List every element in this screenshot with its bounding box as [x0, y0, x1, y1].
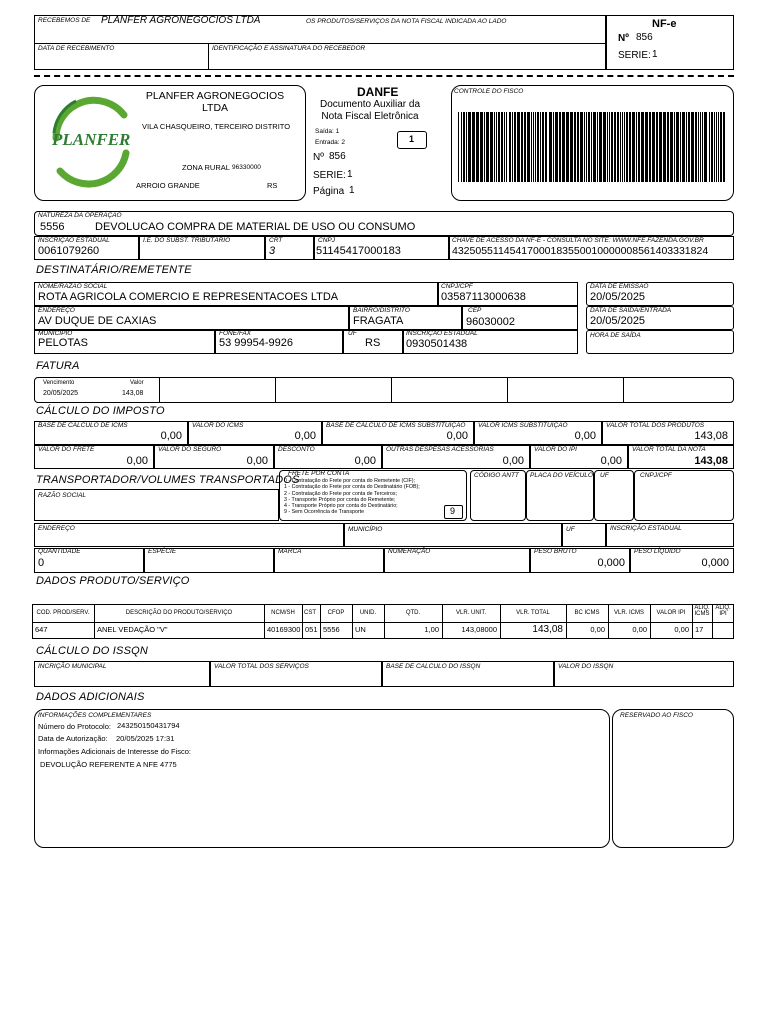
produtos-cell-1-3: 40169300: [267, 625, 301, 634]
emitente-cep: 96330000: [232, 164, 261, 171]
transp-antt-label: CÓDIGO ANTT: [474, 472, 519, 479]
barcode-bar: [714, 112, 715, 182]
produtos-header-8: VLR. UNIT.: [455, 610, 486, 616]
frete-option-2: 2 - Contratação do Frete por conta de Terceiros;: [284, 490, 397, 497]
imposto2-label-4: OUTRAS DESPESAS ACESSÓRIAS: [386, 446, 494, 453]
imposto-label-4: VALOR ICMS SUBSTITUIÇÃO: [478, 422, 568, 429]
cnpj-value: 51145417000183: [316, 245, 401, 257]
barcode-bar: [674, 112, 675, 182]
dest-emissao-label: DATA DE EMISSÃO: [590, 283, 649, 290]
barcode-bar: [718, 112, 719, 182]
produtos-cell-1-1: 647: [35, 625, 48, 634]
devolucao-text: DEVOLUÇÃO REFERENTE A NFE 4775: [40, 760, 177, 769]
dest-municipio-label: MUNICÍPIO: [38, 330, 73, 337]
produtos-header-6: UNID.: [359, 610, 377, 616]
transp-peso-bruto-value: 0,000: [597, 557, 625, 569]
fatura-valor-label: Valor: [130, 380, 144, 386]
barcode-bar: [484, 112, 485, 182]
issqn-label-3: BASE DE CALCULO DO ISSQN: [386, 663, 481, 670]
imposto-value-1: 0,00: [160, 430, 182, 442]
transp-marca-label: MARCA: [278, 548, 302, 555]
barcode-bar: [622, 112, 623, 182]
canhoto-statement: OS PRODUTOS/SERVIÇOS DA NOTA FISCAL INDICADA AO LADO: [306, 18, 507, 25]
dest-cnpj-value: 03587113000638: [441, 291, 526, 303]
fatura-div-1: [159, 377, 160, 403]
barcode-bar: [686, 112, 687, 182]
produtos-header-4: CST: [304, 610, 316, 616]
barcode-bar: [466, 112, 467, 182]
barcode-bar: [624, 112, 625, 182]
imposto-label-3: BASE DE CÁLCULO DE ICMS SUBSTITUIÇÃO: [326, 422, 466, 429]
barcode-bar: [607, 112, 608, 182]
produtos-cell-1-9: 143,08: [532, 624, 563, 635]
barcode-bar: [649, 112, 651, 182]
dest-uf-value: RS: [365, 337, 381, 349]
imposto-label-2: VALOR DO ICMS: [192, 422, 244, 429]
barcode-bar: [704, 112, 707, 182]
barcode-bar: [593, 112, 596, 182]
transp-qtd-value: 0: [38, 557, 45, 569]
imposto2-value-1: 0,00: [126, 455, 148, 467]
recebemos-label: RECEBEMOS DE: [38, 17, 91, 24]
transp-peso-liquido-value: 0,000: [701, 557, 729, 569]
produtos-header-13: ALIQ. ICMS: [694, 605, 710, 618]
fatura-div-3: [391, 377, 392, 403]
barcode-bar: [514, 112, 516, 182]
emitente-address: VILA CHASQUEIRO, TERCEIRO DISTRITO: [142, 122, 291, 131]
produtos-header-divider: [32, 622, 734, 623]
barcode-bar: [700, 112, 701, 182]
barcode-bar: [458, 112, 459, 182]
barcode-bar: [614, 112, 616, 182]
dest-bairro-value: FRAGATA: [353, 315, 404, 327]
protocolo-value: 243250150431794: [117, 721, 180, 730]
barcode-bar: [659, 112, 662, 182]
barcode-bar: [617, 112, 619, 182]
chave-value: 43250551145417000183550010000008561403331824: [452, 245, 709, 257]
danfe-tipo: 1: [409, 134, 415, 144]
barcode-bar: [496, 112, 497, 182]
fatura-vencimento: 20/05/2025: [43, 390, 79, 397]
barcode-bar: [629, 112, 631, 182]
barcode-bar: [574, 112, 576, 182]
canhoto-vdivider: [208, 43, 209, 70]
dest-uf-label: UF: [348, 330, 357, 337]
protocolo-label: Número do Protocolo:: [38, 722, 111, 731]
produtos-header-3: NCM/SH: [271, 610, 295, 616]
barcode-bar: [490, 112, 493, 182]
dest-hora-label: HORA DE SAÍDA: [590, 332, 641, 339]
dest-municipio-value: PELOTAS: [38, 337, 88, 349]
barcode-bar: [540, 112, 541, 182]
produtos-header-2: DESCRIÇÃO DO PRODUTO/SERVIÇO: [125, 610, 233, 616]
barcode-bar: [498, 112, 500, 182]
barcode-bar: [494, 112, 495, 182]
barcode-bar: [709, 112, 710, 182]
barcode-bar: [620, 112, 621, 182]
barcode-bar: [667, 112, 669, 182]
canhoto-serie: 1: [652, 49, 658, 60]
transp-frete-label: FRETE POR CONTA: [288, 470, 350, 477]
transp-peso-bruto-label: PESO BRUTO: [534, 548, 577, 555]
barcode-bar: [691, 112, 694, 182]
fatura-div-5: [623, 377, 624, 403]
barcode-bar: [702, 112, 703, 182]
produtos-cell-1-10: 0,00: [590, 625, 605, 634]
barcode-bar: [632, 112, 635, 182]
barcode-bar: [531, 112, 532, 182]
emitente-city: ARROIO GRANDE: [136, 181, 200, 190]
barcode-bar: [501, 112, 503, 182]
barcode-bar: [588, 112, 590, 182]
dest-cnpj-label: CNPJ/CPF: [441, 283, 473, 290]
imposto2-value-6: 143,08: [694, 455, 728, 467]
canhoto-serie-label: SERIE:: [618, 50, 651, 61]
transp-peso-liquido-label: PESO LÍQUIDO: [634, 548, 681, 555]
transp-municipio-label: MUNICÍPIO: [348, 526, 383, 533]
transp-uf-label: UF: [600, 472, 609, 479]
barcode-bar: [609, 112, 610, 182]
assinatura-label: IDENTIFICAÇÃO E ASSINATURA DO RECEBEDOR: [212, 45, 366, 52]
barcode-bar: [549, 112, 552, 182]
barcode-bar: [577, 112, 579, 182]
barcode-bar: [524, 112, 526, 182]
natureza-value: DEVOLUCAO COMPRA DE MATERIAL DE USO OU CONSUMO: [95, 221, 416, 233]
transp-uf2-label: UF: [566, 526, 575, 533]
dest-bairro-label: BAIRRO/DISTRITO: [353, 307, 410, 314]
imposto-label-1: BASE DE CÁLCULO DE ICMS: [38, 422, 128, 429]
data-recebimento-label: DATA DE RECEBIMENTO: [38, 45, 115, 52]
barcode-bar: [559, 112, 561, 182]
dest-fone-value: 53 99954-9926: [219, 337, 294, 349]
barcode-bar: [517, 112, 520, 182]
reservado-fisco-box: [612, 709, 734, 848]
danfe-subtitle-2: Nota Fiscal Eletrônica: [321, 111, 419, 122]
transp-frete-value: 9: [450, 506, 456, 516]
imposto2-label-6: VALOR TOTAL DA NOTA: [632, 446, 706, 453]
imposto2-label-1: VALOR DO FRETE: [38, 446, 95, 453]
produtos-cell-1-8: 143,08000: [461, 625, 497, 634]
barcode-bar: [626, 112, 628, 182]
barcode-bar: [509, 112, 511, 182]
barcode-bar: [586, 112, 587, 182]
barcode-bar: [676, 112, 679, 182]
fatura-div-2: [275, 377, 276, 403]
frete-option-5: 9 - Sem Ocorrência de Transporte: [284, 509, 365, 516]
barcode-bar: [555, 112, 558, 182]
barcode-bar: [566, 112, 569, 182]
barcode-bar: [480, 112, 483, 182]
canhoto-nfe-title: NF-e: [652, 18, 677, 30]
barcode-bar: [461, 112, 462, 182]
imposto-value-2: 0,00: [294, 430, 316, 442]
imposto-value-4: 0,00: [574, 430, 596, 442]
transp-especie-label: ESPÉCIE: [148, 548, 177, 555]
barcode-bar: [611, 112, 613, 182]
produtos-cell-1-6: UN: [355, 625, 366, 634]
imposto2-label-2: VALOR DO SEGURO: [158, 446, 222, 453]
fatura-venc-label: Vencimento: [43, 380, 75, 386]
barcode-bar: [656, 112, 658, 182]
emitente-zona: ZONA RURAL: [182, 163, 230, 172]
cut-line: [34, 75, 734, 77]
imposto2-value-2: 0,00: [246, 455, 268, 467]
danfe-numero: 856: [329, 151, 346, 162]
fatura-valor: 143,08: [122, 390, 144, 397]
barcode-bar: [472, 112, 475, 182]
emitente-name: PLANFER AGRONEGOCIOS LTDA: [145, 90, 285, 115]
imposto2-value-5: 0,00: [600, 455, 622, 467]
barcode-bar: [682, 112, 685, 182]
fatura-section: FATURA: [36, 360, 80, 372]
frete-option-0: 0 - Contratação do Frete por conta do Remetente (CIF);: [284, 478, 416, 484]
dest-cep-label: CEP: [468, 307, 482, 314]
info-complementares-label: INFORMAÇÕES COMPLEMENTARES: [38, 712, 152, 719]
barcode-bar: [553, 112, 554, 182]
produtos-cell-1-12: 0,00: [674, 625, 689, 634]
canhoto-company: PLANFER AGRONEGOCIOS LTDA: [101, 15, 261, 26]
transp-endereco-label: ENDEREÇO: [38, 525, 75, 532]
dest-endereco-label: ENDEREÇO: [38, 307, 75, 314]
imposto2-label-3: DESCONTO: [278, 446, 315, 453]
transp-numeracao-label: NUMERAÇÃO: [388, 548, 431, 555]
danfe-entrada: Entrada: 2: [315, 139, 345, 146]
barcode-bar: [504, 112, 505, 182]
transp-frete-options: [284, 478, 444, 516]
issqn-label-4: VALOR DO ISSQN: [558, 663, 614, 670]
barcode-bar: [698, 112, 699, 182]
dest-emissao-value: 20/05/2025: [590, 291, 646, 303]
transp-qtd-label: QUANTIDADE: [38, 548, 81, 555]
barcode-bar: [652, 112, 655, 182]
barcode-bar: [506, 112, 507, 182]
danfe-pagina: 1: [349, 185, 355, 196]
produtos-header-9: VLR. TOTAL: [516, 610, 550, 616]
imposto-label-5: VALOR TOTAL DOS PRODUTOS: [606, 422, 705, 429]
barcode-bar: [716, 112, 717, 182]
ie-value: 0061079260: [38, 245, 100, 257]
dest-saida-value: 20/05/2025: [590, 315, 646, 327]
crt-value: 3: [269, 245, 276, 257]
produtos-cell-1-7: 1,00: [424, 625, 439, 634]
barcode-bar: [663, 112, 666, 182]
frete-option-3: 3 - Transporte Próprio por conta do Remetente;: [284, 496, 396, 503]
barcode: [458, 112, 728, 182]
barcode-bar: [463, 112, 465, 182]
produtos-section: DADOS PRODUTO/SERVIÇO: [36, 575, 190, 587]
danfe-subtitle-1: Documento Auxiliar da: [319, 99, 421, 110]
danfe-saida: Saída: 1: [315, 128, 340, 135]
barcode-bar: [468, 112, 471, 182]
imposto-section: CÁLCULO DO IMPOSTO: [36, 405, 165, 417]
imposto-value-5: 143,08: [694, 430, 728, 442]
ie-label: INSCRIÇÃO ESTADUAL: [38, 237, 110, 244]
chave-label: CHAVE DE ACESSO DA NF-E - CONSULTA NO SITE: WWW.NFE.FAZENDA.GOV.BR: [452, 237, 704, 244]
issqn-label-2: VALOR TOTAL DOS SERVIÇOS: [214, 663, 309, 670]
danfe-pagina-label: Página: [313, 186, 345, 197]
info-fisco-label: Informações Adicionais de Interesse do Fisco:: [38, 747, 191, 756]
produtos-header-12: VALOR IPI: [656, 610, 686, 616]
barcode-bar: [695, 112, 697, 182]
autorizacao-value: 20/05/2025 17:31: [116, 734, 175, 743]
produtos-cell-1-11: 0,00: [632, 625, 647, 634]
barcode-bar: [591, 112, 592, 182]
ie-st-label: I.E. DO SUBST. TRIBUTÁRIO: [143, 237, 231, 244]
barcode-bar: [512, 112, 513, 182]
barcode-bar: [537, 112, 539, 182]
dest-nome-value: ROTA AGRICOLA COMERCIO E REPRESENTACOES LTDA: [38, 291, 339, 303]
produtos-cell-1-5: 5556: [323, 625, 340, 634]
barcode-bar: [570, 112, 573, 182]
canhoto-numero-label: Nº: [618, 33, 629, 44]
canhoto-numero: 856: [636, 32, 653, 43]
dest-saida-label: DATA DE SAÍDA/ENTRADA: [590, 307, 672, 314]
barcode-bar: [638, 112, 640, 182]
barcode-bar: [486, 112, 489, 182]
produtos-header-14: ALIQ. IPI: [715, 605, 731, 618]
transp-ie-label: INSCRIÇÃO ESTADUAL: [610, 525, 682, 532]
barcode-bar: [580, 112, 583, 182]
imposto2-value-4: 0,00: [502, 455, 524, 467]
planfer-logo-text: PLANFER: [52, 130, 131, 149]
produtos-header-10: BC ICMS: [574, 610, 600, 616]
danfe-serie: 1: [347, 169, 353, 180]
imposto-value-3: 0,00: [446, 430, 468, 442]
barcode-bar: [476, 112, 479, 182]
barcode-bar: [680, 112, 681, 182]
barcode-bar: [670, 112, 673, 182]
destinatario-section: DESTINATÁRIO/REMETENTE: [36, 264, 192, 276]
produtos-header-11: VLR. ICMS: [613, 610, 644, 616]
barcode-bar: [636, 112, 637, 182]
danfe-serie-label: SERIE:: [313, 170, 346, 181]
barcode-bar: [711, 112, 713, 182]
produtos-cell-1-4: 051: [305, 625, 318, 634]
natureza-cfop: 5556: [40, 221, 65, 233]
barcode-bar: [597, 112, 598, 182]
barcode-bar: [545, 112, 547, 182]
issqn-section: CÁLCULO DO ISSQN: [36, 645, 149, 657]
dest-fone-label: FONE/FAX: [219, 330, 252, 337]
barcode-bar: [641, 112, 644, 182]
barcode-bar: [720, 112, 722, 182]
dest-ie-value: 0930501438: [406, 338, 468, 350]
issqn-label-1: INCRIÇÃO MUNICIPAL: [38, 663, 107, 670]
imposto2-value-3: 0,00: [354, 455, 376, 467]
barcode-bar: [603, 112, 606, 182]
barcode-bar: [562, 112, 565, 182]
fatura-div-4: [507, 377, 508, 403]
barcode-bar: [584, 112, 585, 182]
autorizacao-label: Data de Autorização:: [38, 734, 108, 743]
dest-cep-value: 96030002: [466, 316, 515, 328]
transp-cnpj-label: CNPJ/CPF: [640, 472, 672, 479]
danfe-title: DANFE: [357, 85, 399, 99]
natureza-label: NATUREZA DA OPERAÇÃO: [38, 212, 122, 219]
barcode-bar: [645, 112, 648, 182]
produtos-cell-1-13: 17: [695, 625, 704, 634]
barcode-bar: [599, 112, 602, 182]
barcode-bar: [535, 112, 536, 182]
cnpj-label: CNPJ: [318, 237, 335, 244]
frete-option-4: 4 - Transporte Próprio por conta do Destinatário;: [284, 503, 398, 510]
controle-fisco-label: CONTROLE DO FISCO: [454, 88, 524, 95]
reservado-fisco-label: RESERVADO AO FISCO: [620, 712, 693, 719]
imposto2-label-5: VALOR DO IPI: [534, 446, 577, 453]
transp-placa-label: PLACA DO VEÍCULO: [530, 472, 593, 479]
barcode-bar: [542, 112, 544, 182]
transportador-section: TRANSPORTADOR/VOLUMES TRANSPORTADOS: [36, 474, 300, 486]
emitente-uf: RS: [267, 181, 278, 190]
barcode-bar: [723, 112, 725, 182]
produtos-cell-1-2: ANEL VEDAÇÃO "V": [97, 625, 168, 634]
dest-nome-label: NOME/RAZÃO SOCIAL: [38, 283, 108, 290]
barcode-bar: [533, 112, 534, 182]
dest-endereco-value: AV DUQUE DE CAXIAS: [38, 315, 157, 327]
barcode-bar: [521, 112, 523, 182]
danfe-numero-label: Nº: [313, 152, 324, 163]
produtos-header-7: QTD.: [405, 610, 421, 616]
dest-ie-label: INSCRIÇÃO ESTADUAL: [406, 330, 478, 337]
crt-label: CRT: [269, 237, 283, 244]
adicionais-section: DADOS ADICIONAIS: [36, 691, 145, 703]
transp-razao-label: RAZÃO SOCIAL: [38, 492, 87, 499]
produtos-header-5: CFOP: [327, 610, 345, 616]
barcode-bar: [527, 112, 530, 182]
frete-option-1: 1 - Contratação do Frete por conta do Destinatário (FOB);: [284, 484, 420, 491]
barcode-bar: [688, 112, 690, 182]
produtos-header-1: COD. PROD/SERV.: [36, 610, 90, 616]
transp-endereco-cell: [34, 523, 344, 547]
canhoto-divider: [34, 43, 606, 44]
